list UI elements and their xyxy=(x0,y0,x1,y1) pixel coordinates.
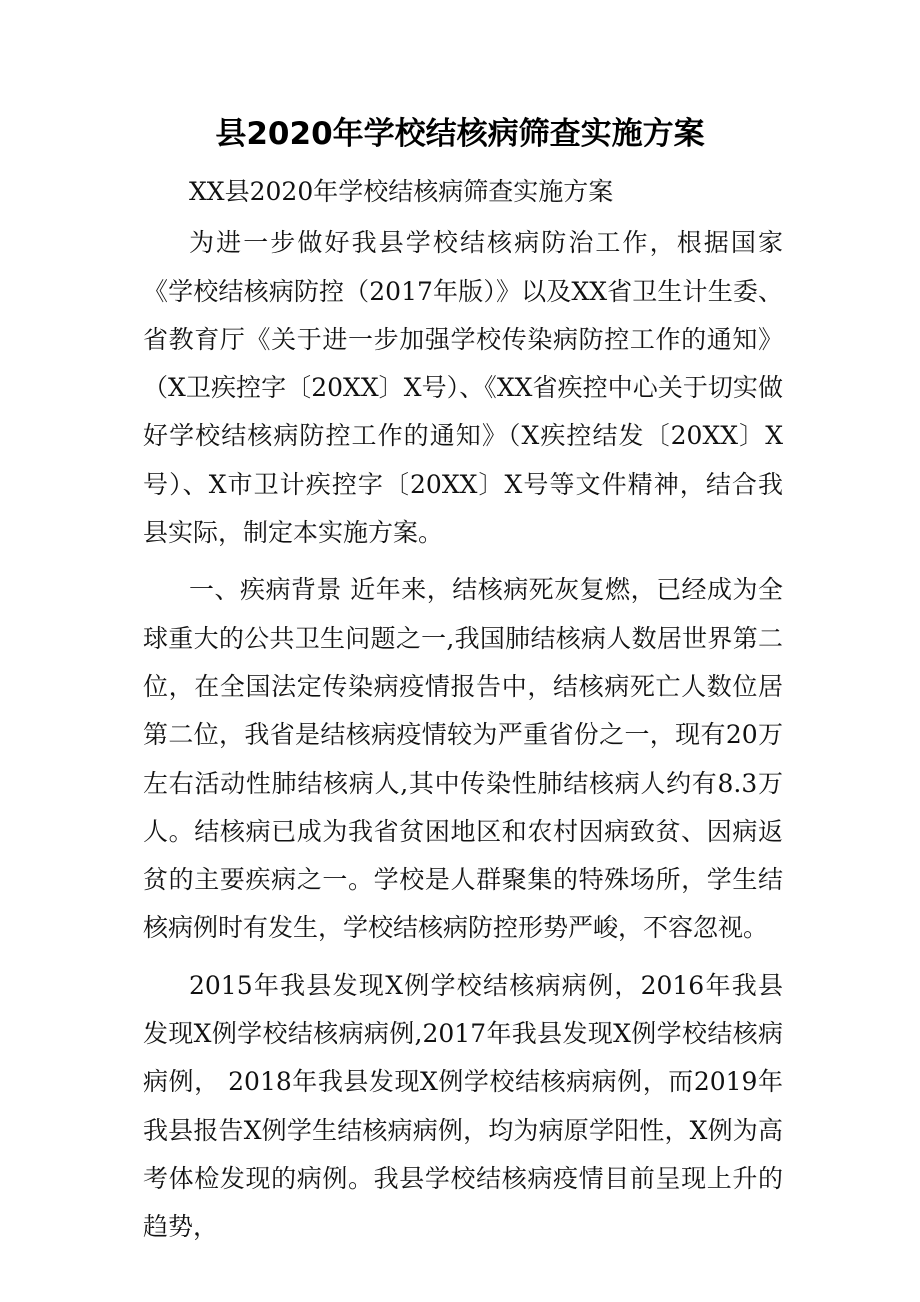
document-body xyxy=(143,168,783,1252)
paragraph-background: 一、疾病背景 近年来，结核病死灰复燃，已经成为全球重大的公共卫生问题之一,我国肺结核病人数居世界第二位，在全国法定传染病疫情报告中，结核病死亡人数位居第二位，我省是结核病疫情较为严重省份之一，现有20万左右活动性肺结核病人,其中传染性肺结核病人约有8.3万人。结核病已成为我省贫困地区和农村因病致贫、因病返贫的主要疾病之一。学校是人群聚集的特殊场所，学生结核病例时有发生，学校结核病防控形势严峻，不容忽视。 xyxy=(143,575,783,943)
paragraph-intro: 为进一步做好我县学校结核病防治工作，根据国家《学校结核病防控（2017年版）》以及XX省卫生计生委、省教育厅《关于进一步加强学校传染病防控工作的通知》（X卫疾控字〔20XX〕X号）、《XX省疾控中心关于切实做好学校结核病防控工作的通知》（X疾控结发〔20XX〕X号）、X市卫计疾控字〔20XX〕X号等文件精神，结合我县实际，制定本实施方案。 xyxy=(143,228,783,548)
paragraph-cases: 2015年我县发现X例学校结核病病例，2016年我县发现X例学校结核病病例,2017年我县发现X例学校结核病病例， 2018年我县发现X例学校结核病病例，而2019年我县报告X例学生结核病病例，均为病原学阳性，X例为高考体检发现的病例。我县学校结核病疫情目前呈现上升的趋势， xyxy=(143,970,783,1242)
document-title: 县2020年学校结核病筛查实施方案 xyxy=(215,116,705,152)
document-subtitle: XX县2020年学校结核病筛查实施方案 xyxy=(189,177,614,206)
